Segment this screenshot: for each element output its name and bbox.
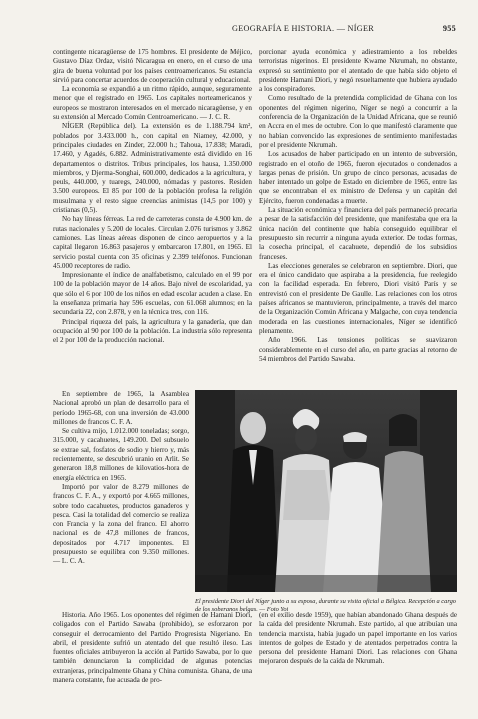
paragraph: Los acusados de haber participado en un intento de subversión, registrado en el otoño de 1965, fueron ejecutados o condenados a largas penas de prisión. Un grupo de cinco personas, acusadas de haber intentado un golpe de Estado en diciembre de 1965, entre las que se encontraban el ex ministro de Defensa y un capitán del Ejército, fueron condenadas a muerte. (259, 150, 457, 205)
running-header (0, 22, 478, 36)
bottom-right-column (259, 611, 457, 667)
bottom-left-column (53, 611, 252, 685)
paragraph: Las elecciones generales se celebraron en septiembre. Diori, que era el único candidato que aspiraba a la presidencia, fue reelegido con la facilidad esperada. En febrero, Diori visitó París y se entrevistó con el presidente De Gaulle. Las relaciones con los otros países africanos se mantuvieron, principalmente, a través del marco de la Organización Común Africana y Malgache, con cuya tendencia moderada en las cuestiones internacionales, Níger se identificó plenamente. (259, 261, 457, 335)
paragraph: La economía se expandió a un ritmo rápido, aunque, seguramente menor que el registrado en 1965. Los capitales norteamericanos y europeos se mostraron interesados en el mercado nicaragüense, y en su extensión al Mercado Común Centroamericano. — J. C. R. (53, 85, 252, 122)
paragraph: Impresionante el índice de analfabetismo, calculado en el 99 por 100 de la población mayor de 14 años. Bajo nivel de escolaridad, ya que sólo el 6 por 100 de los niños en edad escolar acuden a clase. En la enseñanza primaria hay 596 escuelas, con 61.068 alumnos; en la secundaria 22, con 2.878, y en la técnica tres, con 116. (53, 271, 252, 317)
paragraph: En septiembre de 1965, la Asamblea Nacional aprobó un plan de desarrollo para el período 1965-68, con una inversión de 43.000 millones de francos C. F. A. (53, 390, 189, 426)
paragraph: Año 1966. Las tensiones políticas se suavizaron considerablemente en el curso del año, en parte gracias al retorno de 54 miembros del Partido Sawaba. (259, 336, 457, 363)
right-column (259, 48, 457, 364)
paragraph: contingente nicaragüense de 175 hombres. El presidente de Méjico, Gustavo Díaz Ordaz, visitó Nicaragua en enero, en el curso de una gira de buena voluntad por los países centroamericanos. Su estancia sirvió para concertar acuerdos de cooperación cultural y educacional. (53, 48, 252, 84)
page-number: 955 (442, 24, 456, 33)
photo-caption: El presidente Diori del Níger junto a su esposa, durante su visita oficial a Bélgica. Recepción a cargo de los soberanos belgas. — Foto Yoi (195, 598, 456, 613)
header-title: GEOGRAFÍA E HISTORIA. — NÍGER (232, 24, 375, 33)
photo-diori-visit (195, 390, 457, 592)
photo-illustration (195, 390, 457, 592)
paragraph: No hay líneas férreas. La red de carreteras consta de 4.900 km. de rutas nacionales y 5.200 de locales. Circulan 2.076 turismos y 3.862 camiones. Las líneas aéreas disponen de cinco aeropuertos y a la capital llegaron 16.863 pasajeros y embarcaron 17.801, en 1965. El servicio postal cuenta con 35 oficinas y 2.399 teléfonos. Funcionan 45.000 receptores de radio. (53, 215, 252, 270)
paragraph: La situación económica y financiera del país permaneció precaria a pesar de la satisfacción del presidente, que manifestaba que era la única nación del continente que había conseguido equilibrar el presupuesto sin recurrir a ninguna ayuda exterior. De todas formas, la cosecha principal, el cacahuete, dependió de los subsidios franceses. (259, 206, 457, 261)
paragraph-niger-entry: NÍGER (República del). La extensión es de 1.188.794 km², poblados por 3.433.000 h., con capital en Niamey, 42.000, y principales ciudades en Zinder, 22.000 h.; Tahoua, 17.838; Maradi, 17.460, y Agadés, 6.882. Administrativamente está dividido en 16 departamentos o distritos. Tribus principales, los hausa, 1.350.000 miembros, y Djerma-Songhai, 600.000, dedicados a la agricultura, y peuls, 440.000, y tuaregs, 240.000, nómadas y pastores. Residen 3.500 europeos. El 85 por 100 de la población profesa la religión musulmana y el resto sigue creencias animistas (14,5 por 100) y cristianas (0,5). (53, 122, 252, 215)
narrow-column (53, 390, 189, 567)
left-column (53, 48, 252, 346)
paragraph: Importó por valor de 8.279 millones de francos C. F. A., y exportó por 4.665 millones, sobre todo cacahuetes, productos ganaderos y pesca. Casi la totalidad del comercio se realiza con Francia y la zona del franco. El ahorro nacional es de 47,8 millones de francos, depositados por 4.717 imponentes. El presupuesto se equilibra con 9.350 millones. — L. C. A. (53, 482, 189, 566)
paragraph-history: Historia. Año 1965. Los oponentes del régimen de Hamani Diori, coligados con el Partido Sawaba (prohibido), se esforzaron por conseguir el derrocamiento del Partido Progresista Nigeriano. En abril, el presidente sufrió un atentado del que resultó ileso. Las fuentes oficiales atribuyeron la acción al Partido Sawaba, por lo que también denunciaron la complicidad de algunas potencias extranjeras, principalmente Ghana y China comunista. Ghana, de una manera constante, fue acusada de pro- (53, 611, 252, 685)
paragraph: Principal riqueza del país, la agricultura y la ganadería, que dan ocupación al 90 por 100 de la población. La industria sólo representa el 2 por 100 de la producción nacional. (53, 317, 252, 345)
paragraph: Se cultiva mijo, 1.012.000 toneladas; sorgo, 315.000, y cacahuetes, 149.200. Del subsuelo se extrae sal, fosfatos de sodio y hierro y, más recientemente, se descubrió uranio en Arlit. Se generaron 18,8 millones de kilovatios-hora de energía eléctrica en 1965. (53, 427, 189, 482)
paragraph: (en el exilio desde 1959), que habían abandonado Ghana después de la caída del presidente Nkrumah. Este partido, al que atribuían una tendencia marxista, había jugado un papel importante en los varios intentos de golpes de Estado y de atentados perpetrados contra la persona del presidente Hamani Diori. Las relaciones con Ghana mejoraron después de la caída de Nkrumah. (259, 611, 457, 666)
paragraph: Como resultado de la pretendida complicidad de Ghana con los oponentes del régimen nigerino, Níger se negó a concurrir a la conferencia de la Organización de la Unidad Africana, que se reunió en Accra en el mes de octubre. Con lo que manifestó claramente que no habían convencido las expresiones de sentimiento manifestadas por el presidente Nkrumah. (259, 94, 457, 149)
paragraph: porcionar ayuda económica y adiestramiento a los rebeldes terroristas nigerinos. El presidente Kwame Nkrumah, no obstante, expresó su sentimiento por el atentado de que había sido objeto el presidente Hamani Diori, y negó resueltamente que hubiera ayudado a los conspiradores. (259, 48, 457, 94)
photo-figure (195, 390, 457, 592)
